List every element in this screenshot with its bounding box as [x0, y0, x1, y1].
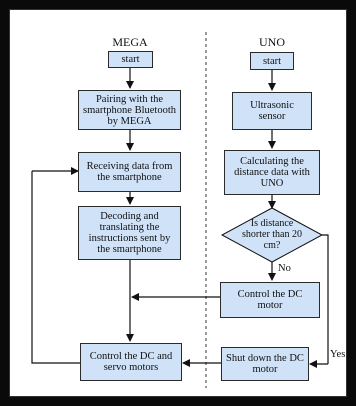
receiving-label: Receiving data from the smartphone — [86, 161, 173, 183]
right-start-box — [250, 52, 294, 70]
heading-mega: MEGA — [112, 35, 148, 49]
left-start-box — [108, 51, 153, 68]
sensor-label: Ultrasonic sensor — [250, 100, 294, 122]
calculating-box — [224, 150, 320, 195]
yes-line — [322, 235, 328, 364]
calculating-label: Calculating the distance data with UNO — [234, 156, 310, 189]
shutdown-label: Shut down the DC motor — [226, 353, 304, 375]
right-start-label: start — [262, 55, 282, 67]
decoding-label: Decoding and translating the instructions sent by the smartphone — [88, 211, 171, 255]
pairing-box — [78, 90, 181, 130]
pairing-label: Pairing with the smartphone Bluetooth by MEGA — [82, 93, 177, 127]
control-dc-box — [220, 282, 320, 318]
receiving-box — [78, 152, 181, 192]
yes-label: Yes — [330, 349, 346, 360]
diagram-canvas — [9, 9, 347, 397]
shutdown-box — [221, 347, 309, 381]
control-dc-servo-label: Control the DC and servo motors — [89, 351, 173, 373]
loop-line — [32, 171, 80, 363]
sensor-box — [232, 92, 312, 130]
heading-uno: UNO — [259, 35, 285, 49]
control-dc-label: Control the DC motor — [237, 289, 303, 311]
no-label: No — [278, 263, 291, 274]
control-dc-servo-box — [80, 343, 182, 381]
left-start-label: start — [121, 54, 140, 65]
decoding-box — [78, 206, 181, 260]
decision-label: Is distance shorter than 20 cm? — [242, 218, 302, 251]
flowchart-connectors — [10, 10, 348, 398]
